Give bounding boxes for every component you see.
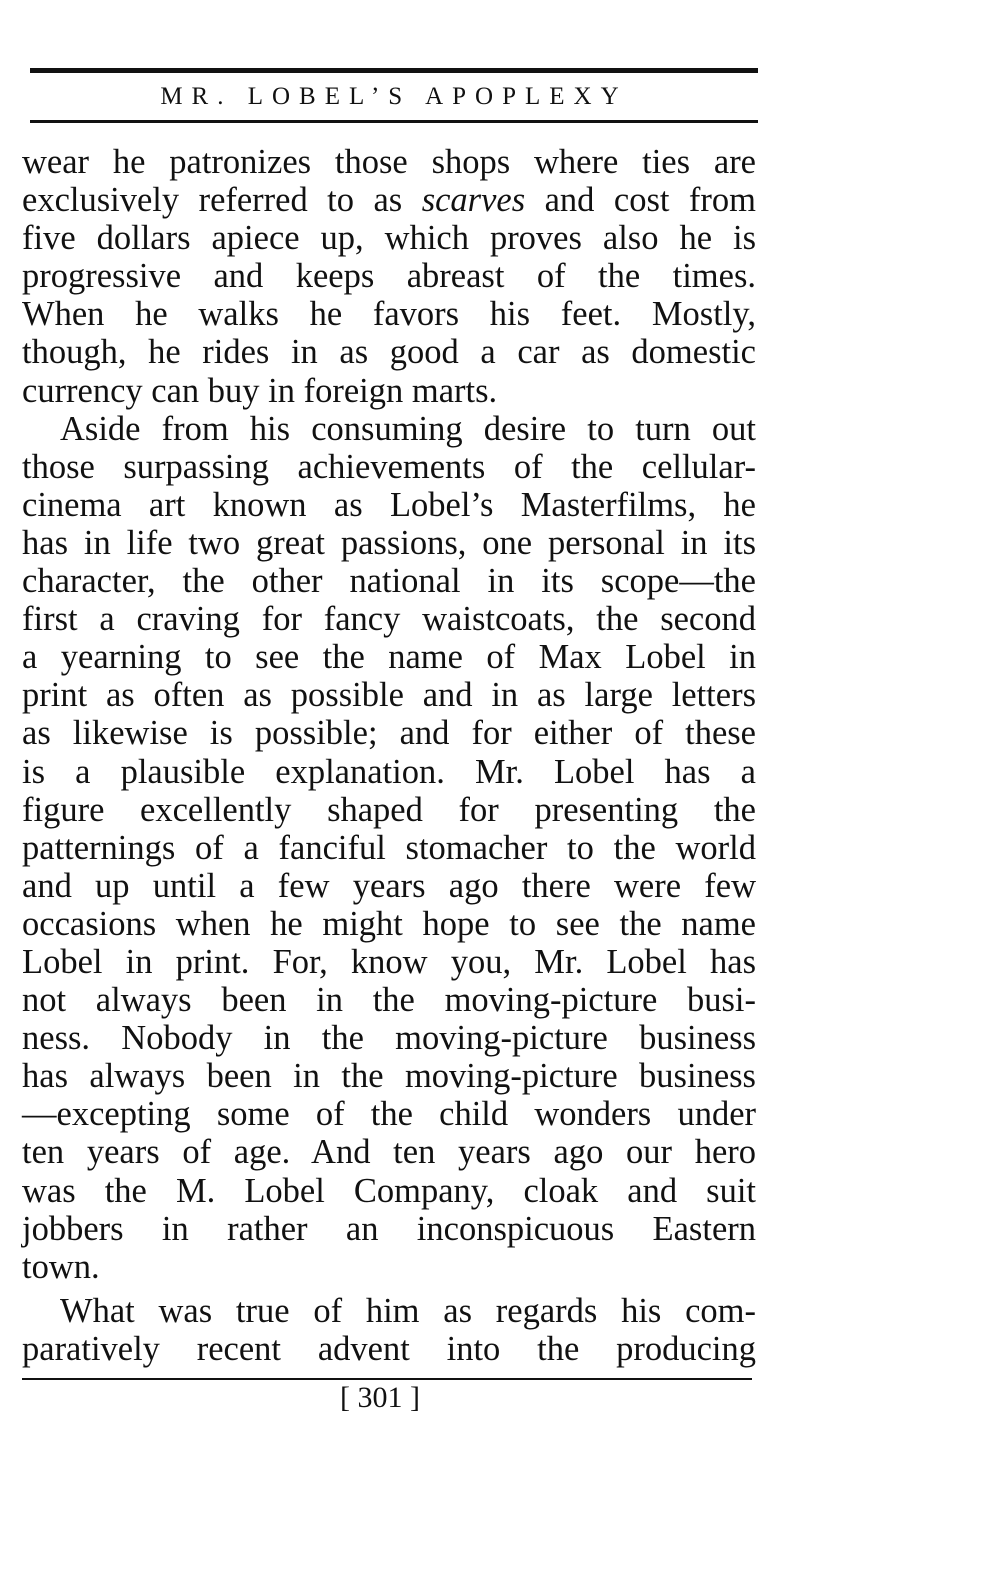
paragraph [22, 410, 756, 1286]
italic-word: scarves [421, 181, 526, 220]
text-line: What was true of him as regards his com- [60, 1291, 756, 1330]
text-line: first a craving for fancy waistcoats, the second [22, 600, 756, 639]
text-line: When he walks he favors his feet. Mostly, [22, 295, 756, 334]
text-line: figure excellently shaped for presenting the [22, 790, 756, 829]
page-number: [ 301 ] [340, 1381, 420, 1414]
text-line: has always been in the moving-picture business [22, 1057, 756, 1096]
text-line: and up until a few years ago there were few [22, 866, 756, 905]
text-line: patternings of a fanciful stomacher to the world [22, 828, 756, 867]
text-line: as likewise is possible; and for either of these [22, 714, 756, 753]
text-line: Lobel in print. For, know you, Mr. Lobel has [22, 942, 756, 981]
text-line: character, the other national in its scope—the [22, 562, 756, 601]
body-text [22, 143, 756, 1368]
text-line: was the M. Lobel Company, cloak and suit [22, 1171, 756, 1210]
text-line: is a plausible explanation. Mr. Lobel has a [22, 752, 756, 791]
text-fragment: and cost from [525, 181, 756, 220]
text-line: Aside from his consuming desire to turn out [60, 409, 756, 448]
text-line: paratively recent advent into the producing [22, 1329, 756, 1368]
paragraph [22, 1292, 756, 1368]
text-line: cinema art known as Lobel’s Masterfilms, he [22, 485, 756, 524]
text-line: though, he rides in as good a car as domestic [22, 333, 756, 372]
text-line: —excepting some of the child wonders under [22, 1095, 756, 1134]
text-line: has in life two great passions, one personal in its [22, 523, 756, 562]
text-line [22, 181, 756, 219]
running-head: MR. LOBEL’S APOPLEXY [160, 83, 628, 110]
header-rule [30, 120, 758, 123]
text-line: ness. Nobody in the moving-picture business [22, 1019, 756, 1058]
text-line: currency can buy in foreign marts. [22, 371, 498, 410]
text-line: progressive and keeps abreast of the times. [22, 257, 756, 296]
text-line: not always been in the moving-picture busi- [22, 981, 756, 1020]
text-line: five dollars apiece up, which proves also he is [22, 219, 756, 258]
text-line: ten years of age. And ten years ago our hero [22, 1133, 756, 1172]
top-rule [30, 68, 758, 73]
text-fragment: exclusively referred to as [22, 181, 422, 220]
text-line: those surpassing achievements of the cellular- [22, 447, 756, 486]
text-line: occasions when he might hope to see the name [22, 904, 756, 943]
text-line: print as often as possible and in as large letters [22, 676, 756, 715]
text-line: wear he patronizes those shops where ties are [22, 143, 756, 181]
paragraph [22, 143, 756, 410]
text-line: jobbers in rather an inconspicuous Eastern [22, 1209, 756, 1248]
text-line: a yearning to see the name of Max Lobel in [22, 638, 756, 677]
text-line: town. [22, 1247, 100, 1286]
